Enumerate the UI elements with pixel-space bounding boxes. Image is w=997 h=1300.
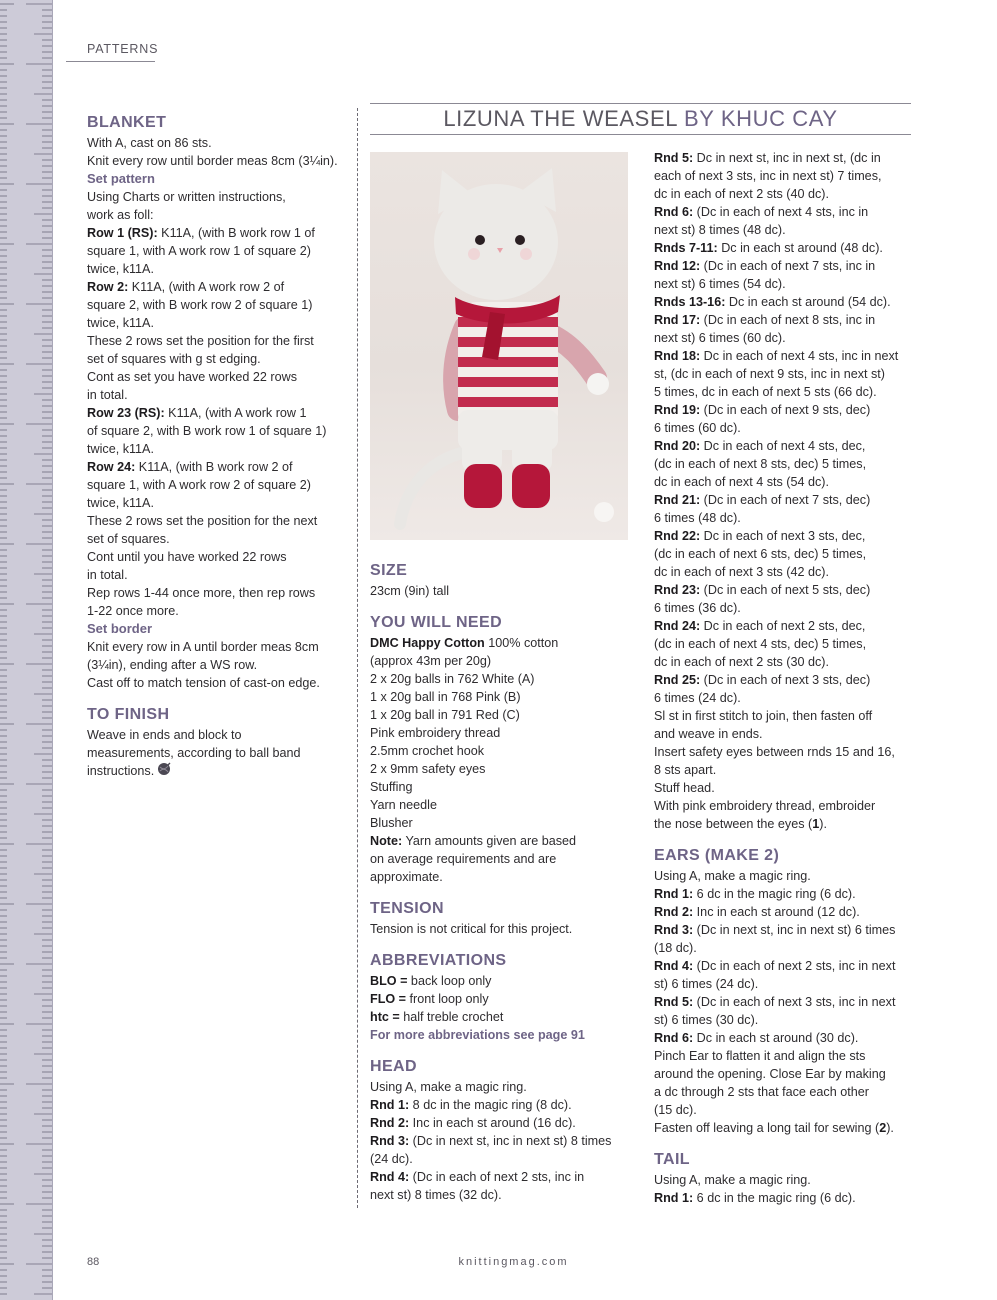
- text-line: of square 2, with B work row 1 of square 1): [87, 424, 327, 438]
- round-text: (Dc in each of next 5 sts, dec): [700, 583, 871, 597]
- blanket-heading: BLANKET: [87, 114, 167, 131]
- text-fragment: ).: [886, 1121, 894, 1135]
- spacer: [654, 833, 916, 845]
- column-middle: [370, 560, 630, 1204]
- text-line: (15 dc).: [654, 1103, 697, 1117]
- abbreviations-heading: ABBREVIATIONS: [370, 952, 507, 969]
- need-item: 1 x 20g ball in 791 Red (C): [370, 708, 520, 722]
- text-line: With pink embroidery thread, embroider: [654, 799, 876, 813]
- pattern-title-designer: BY KHUC CAY: [683, 106, 838, 131]
- text-line: Sl st in first stitch to join, then fasten off: [654, 709, 873, 723]
- text-line: These 2 rows set the position for the next: [87, 514, 318, 528]
- need-item: 2 x 9mm safety eyes: [370, 762, 486, 776]
- round-text: (Dc in each of next 2 sts, inc in next: [693, 959, 896, 973]
- text-line: (dc in each of next 8 sts, dec) 5 times,: [654, 457, 867, 471]
- round-instruction: [654, 1029, 916, 1047]
- text-line: twice, k11A.: [87, 316, 154, 330]
- pattern-title: [370, 104, 911, 134]
- round-label: Rnd 1:: [370, 1098, 410, 1112]
- text-line: dc in each of next 3 sts (42 dc).: [654, 565, 830, 579]
- round-label: Rnd 5:: [654, 151, 694, 165]
- text-line: around the opening. Close Ear by making: [654, 1067, 886, 1081]
- ears-rounds: [654, 885, 916, 1047]
- round-label: Rnd 2:: [370, 1116, 410, 1130]
- text-line: 8 sts apart.: [654, 763, 717, 777]
- spacer: [370, 938, 630, 950]
- round-instruction: [654, 239, 916, 257]
- abbreviation-item: [370, 1008, 630, 1026]
- round-label: Rnd 3:: [654, 923, 694, 937]
- text-line: 6 times (36 dc).: [654, 601, 741, 615]
- need-item: 2 x 20g balls in 762 White (A): [370, 672, 535, 686]
- need-item: Yarn needle: [370, 798, 437, 812]
- text-line: st) 6 times (30 dc).: [654, 1013, 759, 1027]
- text-line: (18 dc).: [654, 941, 697, 955]
- text-fragment: Fasten off leaving a long tail for sewing (: [654, 1121, 880, 1135]
- photo-ref-line: [654, 1119, 916, 1137]
- round-instruction: [654, 203, 916, 221]
- text-line: each of next 3 sts, inc in next st) 7 times,: [654, 169, 882, 183]
- round-instruction: [654, 885, 916, 903]
- round-label: Rnd 6:: [654, 1031, 694, 1045]
- round-text: Dc in each of next 4 sts, inc in next: [700, 349, 899, 363]
- column-left: [87, 112, 349, 781]
- side-ruler: [0, 0, 53, 1300]
- need-item: Pink embroidery thread: [370, 726, 501, 740]
- ruler-ticks: [0, 0, 52, 1300]
- round-label: Rnd 20:: [654, 439, 701, 453]
- text-line: instructions.: [87, 764, 155, 778]
- round-instruction: [654, 903, 916, 921]
- round-text: (Dc in next st, inc in next st) 6 times: [693, 923, 896, 937]
- round-instruction: [370, 1114, 630, 1132]
- text-line: set of squares.: [87, 532, 170, 546]
- text-line: (3¼in), ending after a WS row.: [87, 658, 258, 672]
- text-line: measurements, according to ball band: [87, 746, 301, 760]
- round-label: Rnd 12:: [654, 259, 701, 273]
- round-text: Dc in each of next 2 sts, dec,: [700, 619, 866, 633]
- round-label: Rnd 17:: [654, 313, 701, 327]
- round-label: Rnd 3:: [370, 1134, 410, 1148]
- round-label: Rnds 7-11:: [654, 241, 718, 255]
- title-rule-bottom: [370, 134, 911, 135]
- row-text: K11A, (with A work row 2 of: [128, 280, 285, 294]
- column-right: [654, 149, 916, 1207]
- text-line: set of squares with g st edging.: [87, 352, 261, 366]
- round-text: Dc in each st around (54 dc).: [725, 295, 891, 309]
- text-line: 6 times (60 dc).: [654, 421, 741, 435]
- round-instruction: [654, 491, 916, 509]
- abbr: BLO =: [370, 974, 408, 988]
- spacer: [654, 1137, 916, 1149]
- round-instruction: [654, 293, 916, 311]
- text-line: 1-22 once more.: [87, 604, 179, 618]
- row-text: K11A, (with B work row 1 of: [157, 226, 315, 240]
- row-instruction: [87, 224, 349, 242]
- text-line: next st) 8 times (32 dc).: [370, 1188, 502, 1202]
- round-text: Dc in each st around (48 dc).: [717, 241, 883, 255]
- photo-ref-number: 1: [812, 817, 820, 831]
- round-text: 6 dc in the magic ring (6 dc).: [693, 1191, 856, 1205]
- text-line: dc in each of next 2 sts (30 dc).: [654, 655, 830, 669]
- head-heading: HEAD: [370, 1058, 417, 1075]
- text-line: work as foll:: [87, 208, 154, 222]
- text-line: Using A, make a magic ring.: [370, 1080, 527, 1094]
- round-text: (Dc in each of next 9 sts, dec): [700, 403, 871, 417]
- round-label: Rnd 4:: [370, 1170, 410, 1184]
- tension-heading: TENSION: [370, 900, 444, 917]
- round-text: Dc in each of next 3 sts, dec,: [700, 529, 866, 543]
- text-line: st, (dc in each of next 9 sts, inc in next st): [654, 367, 885, 381]
- photo-ref-number: 2: [879, 1121, 887, 1135]
- more-abbreviations-link: For more abbreviations see page 91: [370, 1028, 585, 1042]
- text-line: Stuff head.: [654, 781, 715, 795]
- yarn-brand: DMC Happy Cotton: [370, 636, 485, 650]
- text-line: These 2 rows set the position for the first: [87, 334, 314, 348]
- abbr: FLO =: [370, 992, 407, 1006]
- spacer: [370, 600, 630, 612]
- need-item: 2.5mm crochet hook: [370, 744, 485, 758]
- note-label: Note:: [370, 834, 403, 848]
- round-instruction: [654, 437, 916, 455]
- text-line: (dc in each of next 4 sts, dec) 5 times,: [654, 637, 867, 651]
- round-text: (Dc in each of next 7 sts, dec): [700, 493, 871, 507]
- text-line: square 1, with A work row 2 of square 2): [87, 478, 311, 492]
- round-label: Rnd 25:: [654, 673, 701, 687]
- text-line: square 2, with B work row 2 of square 1): [87, 298, 313, 312]
- spacer: [87, 692, 349, 704]
- row-label: Row 24:: [87, 460, 136, 474]
- website-footer: knittingmag.com: [458, 1256, 569, 1268]
- round-text: Dc in each st around (30 dc).: [693, 1031, 859, 1045]
- text-line: on average requirements and are: [370, 852, 557, 866]
- finish-last-line: [87, 762, 349, 781]
- text-line: twice, k11A.: [87, 442, 154, 456]
- round-label: Rnd 1:: [654, 1191, 694, 1205]
- text-line: 6 times (48 dc).: [654, 511, 741, 525]
- need-item: 1 x 20g ball in 768 Pink (B): [370, 690, 521, 704]
- round-instruction: [370, 1096, 630, 1114]
- round-instruction: [654, 257, 916, 275]
- round-label: Rnd 5:: [654, 995, 694, 1009]
- note-text: Yarn amounts given are based: [402, 834, 577, 848]
- text-line: next st) 6 times (60 dc).: [654, 331, 786, 345]
- row-instruction: [87, 404, 349, 422]
- row-instruction: [87, 278, 349, 296]
- round-label: Rnds 13-16:: [654, 295, 726, 309]
- row-label: Row 1 (RS):: [87, 226, 158, 240]
- text-line: Using A, make a magic ring.: [654, 1173, 811, 1187]
- need-item: Stuffing: [370, 780, 413, 794]
- tail-heading: TAIL: [654, 1151, 690, 1168]
- round-label: Rnd 23:: [654, 583, 701, 597]
- round-text: 6 dc in the magic ring (6 dc).: [693, 887, 856, 901]
- round-instruction: [370, 1132, 630, 1150]
- section-rule: [66, 61, 155, 62]
- round-label: Rnd 18:: [654, 349, 701, 363]
- text-line: twice, k11A.: [87, 262, 154, 276]
- yarn-ball-end-icon: [157, 762, 171, 781]
- row-label: Row 23 (RS):: [87, 406, 165, 420]
- pattern-title-main: LIZUNA THE WEASEL: [443, 106, 678, 131]
- row-instruction: [87, 458, 349, 476]
- text-line: 5 times, dc in each of next 5 sts (66 dc).: [654, 385, 877, 399]
- round-label: Rnd 6:: [654, 205, 694, 219]
- text-line: Knit every row in A until border meas 8cm: [87, 640, 319, 654]
- round-instruction: [654, 311, 916, 329]
- round-text: (Dc in each of next 4 sts, inc in: [693, 205, 869, 219]
- text-line: Using A, make a magic ring.: [654, 869, 811, 883]
- text-line: (24 dc).: [370, 1152, 413, 1166]
- column-divider: [357, 108, 358, 1208]
- text-fragment: ).: [819, 817, 827, 831]
- text-line: and weave in ends.: [654, 727, 763, 741]
- text-line: in total.: [87, 568, 128, 582]
- text-line: Insert safety eyes between rnds 15 and 16,: [654, 745, 895, 759]
- round-label: Rnd 24:: [654, 619, 701, 633]
- spacer: [370, 886, 630, 898]
- spacer: [370, 1044, 630, 1056]
- round-label: Rnd 22:: [654, 529, 701, 543]
- photo-ref-line: [654, 815, 916, 833]
- round-text: Inc in each st around (16 dc).: [409, 1116, 576, 1130]
- size-text: 23cm (9in) tall: [370, 584, 450, 598]
- round-instruction: [654, 671, 916, 689]
- text-line: Cont as set you have worked 22 rows: [87, 370, 298, 384]
- abbr-meaning: front loop only: [406, 992, 489, 1006]
- abbr-meaning: back loop only: [407, 974, 492, 988]
- size-heading: SIZE: [370, 562, 408, 579]
- ears-heading: EARS (MAKE 2): [654, 847, 780, 864]
- abbr: htc =: [370, 1010, 400, 1024]
- round-instruction: [370, 1168, 630, 1186]
- round-instruction: [654, 347, 916, 365]
- set-pattern-heading: Set pattern: [87, 171, 155, 186]
- round-label: Rnd 21:: [654, 493, 701, 507]
- text-line: Weave in ends and block to: [87, 728, 242, 742]
- yarn-line: [370, 634, 630, 652]
- round-instruction: [654, 921, 916, 939]
- text-line: dc in each of next 2 sts (40 dc).: [654, 187, 830, 201]
- text-line: st) 6 times (24 dc).: [654, 977, 759, 991]
- weasel-photo: [370, 152, 628, 540]
- text-line: next st) 8 times (48 dc).: [654, 223, 786, 237]
- round-text: (Dc in each of next 2 sts, inc in: [409, 1170, 585, 1184]
- round-instruction: [654, 149, 916, 167]
- round-instruction: [654, 527, 916, 545]
- need-item: Blusher: [370, 816, 413, 830]
- text-line: twice, k11A.: [87, 496, 154, 510]
- abbr-meaning: half treble crochet: [399, 1010, 504, 1024]
- amigurumi-weasel-illustration: [370, 152, 628, 540]
- note-line: [370, 832, 630, 850]
- text-line: With A, cast on 86 sts.: [87, 136, 212, 150]
- text-line: in total.: [87, 388, 128, 402]
- section-label: PATTERNS: [87, 42, 159, 56]
- page-number: 88: [87, 1256, 100, 1268]
- abbreviation-item: [370, 972, 630, 990]
- text-line: Using Charts or written instructions,: [87, 190, 286, 204]
- round-text: (Dc in each of next 3 sts, inc in next: [693, 995, 896, 1009]
- round-instruction: [654, 993, 916, 1011]
- round-instruction: [654, 617, 916, 635]
- round-text: Dc in next st, inc in next st, (dc in: [693, 151, 881, 165]
- need-heading: YOU WILL NEED: [370, 614, 503, 631]
- row-text: K11A, (with A work row 1: [164, 406, 307, 420]
- tension-text: Tension is not critical for this project.: [370, 922, 573, 936]
- text-line: square 1, with A work row 1 of square 2): [87, 244, 311, 258]
- head-rounds-continued: [654, 149, 916, 707]
- abbreviation-item: [370, 990, 630, 1008]
- round-instruction: [654, 957, 916, 975]
- round-text: Dc in each of next 4 sts, dec,: [700, 439, 866, 453]
- yarn-desc: 100% cotton: [484, 636, 559, 650]
- text-line: a dc through 2 sts that face each other: [654, 1085, 869, 1099]
- text-line: Cont until you have worked 22 rows: [87, 550, 287, 564]
- round-label: Rnd 4:: [654, 959, 694, 973]
- text-line: Knit every row until border meas 8cm (3¼in).: [87, 154, 338, 168]
- text-fragment: the nose between the eyes (: [654, 817, 813, 831]
- round-text: 8 dc in the magic ring (8 dc).: [409, 1098, 572, 1112]
- round-text: (Dc in each of next 3 sts, dec): [700, 673, 871, 687]
- round-instruction: [654, 581, 916, 599]
- round-text: (Dc in next st, inc in next st) 8 times: [409, 1134, 612, 1148]
- round-text: (Dc in each of next 7 sts, inc in: [700, 259, 876, 273]
- round-instruction: [654, 401, 916, 419]
- set-border-heading: Set border: [87, 621, 153, 636]
- text-line: Cast off to match tension of cast-on edge.: [87, 676, 320, 690]
- round-text: Inc in each st around (12 dc).: [693, 905, 860, 919]
- text-line: (dc in each of next 6 sts, dec) 5 times,: [654, 547, 867, 561]
- text-line: approximate.: [370, 870, 443, 884]
- text-line: next st) 6 times (54 dc).: [654, 277, 786, 291]
- text-line: dc in each of next 4 sts (54 dc).: [654, 475, 830, 489]
- text-line: Pinch Ear to flatten it and align the sts: [654, 1049, 866, 1063]
- row-label: Row 2:: [87, 280, 129, 294]
- round-label: Rnd 19:: [654, 403, 701, 417]
- need-item: (approx 43m per 20g): [370, 654, 492, 668]
- round-instruction: [654, 1189, 916, 1207]
- round-text: (Dc in each of next 8 sts, inc in: [700, 313, 876, 327]
- round-label: Rnd 1:: [654, 887, 694, 901]
- round-label: Rnd 2:: [654, 905, 694, 919]
- to-finish-heading: TO FINISH: [87, 706, 170, 723]
- text-line: Rep rows 1-44 once more, then rep rows: [87, 586, 316, 600]
- row-text: K11A, (with B work row 2 of: [135, 460, 293, 474]
- text-line: 6 times (24 dc).: [654, 691, 741, 705]
